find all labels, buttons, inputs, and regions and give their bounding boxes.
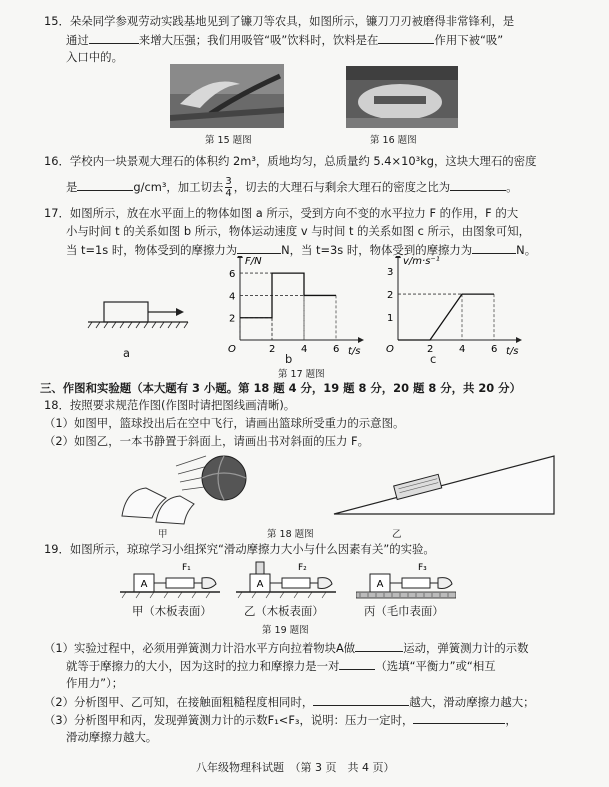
fig17b-origin-label: O [228, 344, 236, 355]
fig19-setup-bing [356, 558, 456, 602]
q19-s3-line2: 滑动摩擦力越大。 [66, 730, 158, 744]
q19-s1-text-c: 就等于摩擦力的大小，因为这时的拉力和摩擦力是一对 [66, 659, 340, 673]
fig18-incline-book [330, 452, 560, 520]
towel-surface [356, 592, 456, 598]
force-arrow-head [176, 308, 184, 316]
marble-photo [346, 66, 458, 128]
q17-line2: 小与时间 t 的关系如图 b 所示，物体运动速度 v 与时间 t 的关系如图 c 所示，由图象可知， [66, 224, 531, 238]
q19-s1-text-d: （选填“平衡力”或“相互 [375, 659, 496, 673]
q19-s1-line3: 作用力”）； [66, 676, 124, 690]
q16-text-b: g/cm³，加工切去 [133, 180, 224, 194]
q19-line1: 19．如图所示，琼琼学习小组探究“滑动摩擦力大小与什么因素有关”的实验。 [44, 542, 435, 556]
q19-s2 [44, 694, 535, 710]
q17-line1: 17．如图所示，放在水平面上的物体如图 a 所示，受到方向不变的水平拉力 F 的作用，F 的大 [44, 206, 519, 220]
fig19-caption-bing: 丙（毛巾表面） [364, 604, 444, 618]
q15-text-b: 来增大压强；我们用吸管“吸”饮料时，饮料是在 [138, 33, 379, 47]
q15-line2 [66, 32, 503, 48]
fig19-setup-yi [236, 556, 336, 602]
block [104, 302, 148, 322]
fig17c-x-axis-arrow [516, 337, 522, 343]
q15-blank-1[interactable] [89, 32, 139, 44]
q18-line3: （2）如图乙，一本书静置于斜面上，请画出书对斜面的压力 F。 [44, 434, 369, 448]
fig17a-block-diagram [84, 296, 194, 336]
q19-blank-4[interactable] [413, 712, 505, 724]
q19-s1-text-b: 运动，弹簧测力计的示数 [403, 641, 529, 655]
q19-s3-text-a: （3）分析图甲和丙，发现弹簧测力计的示数F₁<F₃，说明：压力一定时， [44, 713, 414, 727]
q16-text-d: 。 [506, 180, 518, 194]
fig17b-label: b [285, 352, 293, 366]
fig17c-velocity-time-chart [380, 256, 530, 360]
fig19-setup-jia [120, 558, 220, 602]
q15-line3: 入口中的。 [66, 50, 123, 64]
sickle-photo [170, 64, 284, 128]
block-a-label: A [376, 579, 384, 590]
q17-text-c: N。 [516, 243, 537, 257]
force-f1-label: F₁ [182, 563, 191, 573]
fig18-caption: 第 18 题图 [267, 529, 314, 540]
block-a-label: A [256, 579, 264, 590]
q16-line2 [66, 176, 518, 199]
q19-blank-2[interactable] [339, 658, 375, 670]
section3-heading: 三、作图和实验题（本大题有 3 小题。第 18 题 4 分，19 题 8 分，20 题 8 分，共 20 分） [40, 381, 521, 395]
q19-blank-3[interactable] [313, 694, 409, 706]
fig17b-x-tick-label: 6 [333, 344, 340, 355]
q19-s1-line1 [44, 640, 529, 656]
fig17c-y-tick-label: 3 [387, 267, 394, 279]
q15-text-a: 通过 [66, 33, 89, 47]
q15-blank-2[interactable] [378, 32, 434, 44]
q19-s2-text-a: （2）分析图甲、乙可知，在接触面粗糙程度相同时， [44, 695, 314, 709]
fig17b-y-axis-arrow [237, 256, 243, 258]
fig17c-y-tick-label: 2 [387, 290, 394, 302]
q19-s1-line2 [66, 658, 496, 674]
force-f3-label: F₃ [418, 563, 427, 573]
fig17c-x-tick-label: 4 [459, 344, 466, 355]
fig15-caption: 第 15 题图 [205, 135, 252, 146]
fig17b-y-tick-label: 2 [229, 313, 236, 325]
weight [256, 562, 264, 574]
fig19-caption: 第 19 题图 [262, 625, 309, 636]
spring-scale [166, 578, 194, 588]
spring-scale [402, 578, 430, 588]
fig18-label-yi: 乙 [392, 529, 402, 540]
fig17b-y-label: F/N [245, 256, 262, 267]
fig17b-x-tick-label: 4 [301, 344, 308, 355]
fraction [225, 176, 231, 199]
q18-line2: （1）如图甲，篮球投出后在空中飞行，请画出篮球所受重力的示意图。 [44, 416, 405, 430]
q16-blank-1[interactable] [77, 179, 133, 191]
q17-blank-1[interactable] [237, 242, 281, 254]
fig17b-x-axis-arrow [358, 337, 364, 343]
fig17c-x-tick-label: 6 [491, 344, 498, 355]
force-f2-label: F₂ [298, 563, 307, 573]
q17-blank-2[interactable] [472, 242, 516, 254]
q16-blank-2[interactable] [450, 179, 506, 191]
fig17b-y-tick-label: 6 [229, 269, 236, 281]
fig18-basketball-hands [116, 446, 256, 526]
fig17b-x-label: t/s [348, 346, 361, 357]
fig17a-label: a [123, 346, 130, 360]
fig17c-x-label: t/s [506, 346, 519, 357]
fraction-denominator: 4 [225, 188, 232, 199]
q16-text-a: 是 [66, 180, 78, 194]
fig16-caption: 第 16 题图 [370, 135, 417, 146]
fig17c-x-tick-label: 2 [427, 344, 434, 355]
q19-s3 [44, 712, 517, 728]
fraction-numerator: 3 [225, 176, 232, 187]
pulling-hand [318, 578, 332, 589]
q19-s3-text-b: ， [505, 713, 517, 727]
fig18-label-jia: 甲 [158, 529, 168, 540]
basketball [202, 456, 246, 500]
q16-text-c: ，切去的大理石与剩余大理石的密度之比为 [233, 180, 451, 194]
fig17c-y-axis-arrow [395, 256, 401, 258]
ground-hatch [88, 322, 188, 328]
page-footer: 八年级物理科试题 （第 3 页 共 4 页） [196, 761, 395, 774]
fig17b-x-tick-label: 2 [269, 344, 276, 355]
spring-scale [282, 578, 310, 588]
fig17b-force-time-chart [222, 256, 372, 360]
fig19-caption-yi: 乙（木板表面） [244, 604, 324, 618]
fig19-caption-jia: 甲（木板表面） [132, 604, 212, 618]
fig17c-series-line [398, 294, 494, 340]
q17-text-b: N，当 t=3s 时，物体受到的摩擦力为 [281, 243, 473, 257]
fig17c-label: c [430, 352, 437, 366]
q16-line1: 16．学校内一块景观大理石的体积约 2m³，质地均匀，总质量约 5.4×10³kg，这块大理石的密度 [44, 154, 537, 168]
q19-s1-text-a: （1）实验过程中，必须用弹簧测力计沿水平方向拉着物块A做 [44, 641, 356, 655]
pulling-hand [438, 578, 452, 589]
q19-s2-text-b: 越大，滑动摩擦力越大； [409, 695, 535, 709]
q15-line1: 15．朵朵同学参观劳动实践基地见到了镰刀等农具，如图所示，镰刀刀刃被磨得非常锋利，是 [44, 14, 515, 28]
fig17c-y-tick-label: 1 [387, 313, 394, 325]
pulling-hand [202, 578, 216, 589]
fig17c-y-label: v/m·s⁻¹ [403, 256, 440, 267]
q17-text-a: 当 t=1s 时，物体受到的摩擦力为 [66, 243, 238, 257]
incline [334, 456, 554, 514]
fig17-caption: 第 17 题图 [278, 369, 325, 380]
q15-text-c: 作用下被“吸” [434, 33, 504, 47]
q19-blank-1[interactable] [355, 640, 403, 652]
block-a-label: A [140, 579, 148, 590]
fig17c-origin-label: O [386, 344, 394, 355]
q18-line1: 18．按照要求规范作图(作图时请把图线画清晰)。 [44, 398, 296, 412]
fig17b-y-tick-label: 4 [229, 291, 236, 303]
